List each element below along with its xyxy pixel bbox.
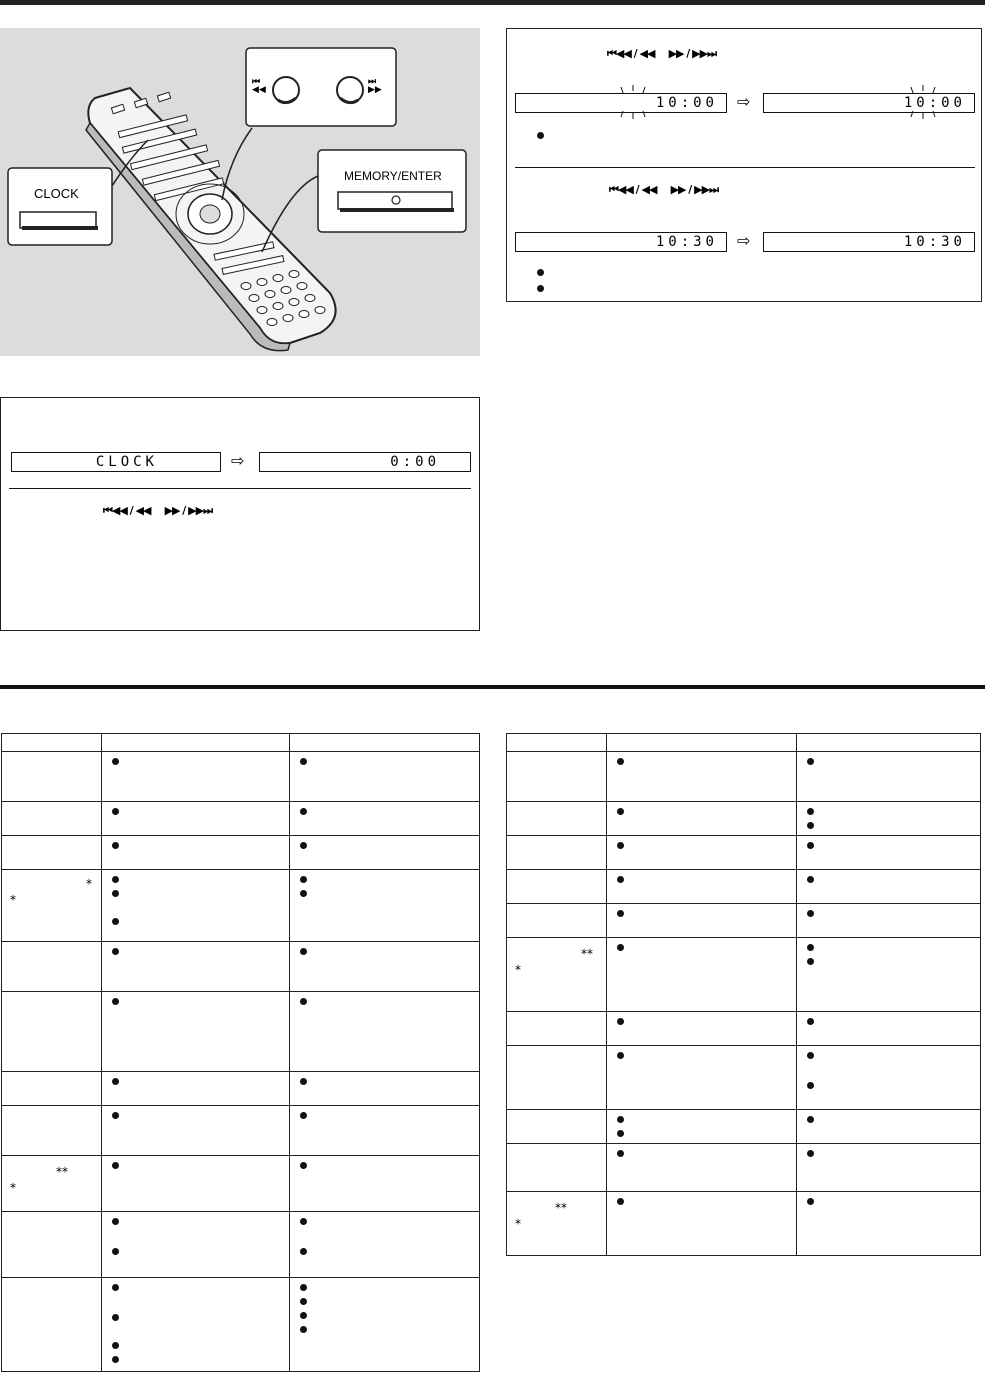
table-row [2, 802, 480, 836]
top-rule [0, 0, 985, 5]
table-row [507, 870, 981, 904]
bullet [537, 269, 544, 276]
table-row [2, 1072, 480, 1106]
lcd-hour-blink: 10:00 [515, 93, 727, 113]
table-row: ⁎⁎ ⁎ [507, 1192, 981, 1256]
table-row [2, 836, 480, 870]
table-header-row [2, 734, 480, 752]
table-row: ⁎ ⁎ [2, 870, 480, 942]
skip-back-icon: ⏮ ◀◀ [252, 76, 266, 94]
table-row: ⁎⁎ ⁎ [2, 1156, 480, 1212]
troubleshooting-table-right [506, 733, 981, 1256]
skip-buttons-icon: ⏮◀◀ / ◀◀ ▶▶ / ▶▶⏭ [103, 504, 212, 517]
table-row [2, 1106, 480, 1156]
table-header-row [507, 734, 981, 752]
skip-forward-icon: ⏭ ▶▶ [368, 76, 382, 94]
memory-enter-button-label: MEMORY/ENTER [344, 169, 442, 183]
remote-illustration-panel [0, 28, 480, 356]
bullet [537, 132, 544, 139]
blink-indicator-icon [905, 85, 945, 119]
divider [9, 488, 471, 489]
blink-indicator-icon [615, 85, 655, 119]
table-row [2, 1212, 480, 1278]
clock-button-label: CLOCK [34, 186, 79, 201]
lcd-time-confirmed: 10:30 [763, 232, 975, 252]
bullet [537, 285, 544, 292]
table-row [507, 836, 981, 870]
table-row: ⁎⁎ ⁎ [507, 938, 981, 1012]
arrow-icon: ⇨ [231, 451, 245, 470]
arrow-icon: ⇨ [737, 231, 751, 250]
section-rule [0, 685, 985, 689]
skip-buttons-icon: ⏮◀◀ / ◀◀ ▶▶ / ▶▶⏭ [609, 183, 718, 196]
table-row [507, 1144, 981, 1192]
skip-buttons-icon: ⏮◀◀ / ◀◀ ▶▶ / ▶▶⏭ [607, 47, 716, 60]
table-row [507, 802, 981, 836]
clock-setting-box [0, 397, 480, 631]
lcd-clock: CLOCK [11, 452, 221, 472]
table-row [2, 942, 480, 992]
table-row [507, 904, 981, 938]
table-row [507, 1046, 981, 1110]
lcd-minute-blink: 10:00 [763, 93, 975, 113]
table-row [2, 992, 480, 1072]
divider [515, 167, 975, 168]
table-row [2, 1278, 480, 1372]
time-setting-box [506, 28, 982, 302]
lcd-time-initial: 0:00 [259, 452, 471, 472]
table-row [507, 1110, 981, 1144]
table-row [2, 752, 480, 802]
table-row [507, 1012, 981, 1046]
troubleshooting-table-left [1, 733, 480, 1372]
arrow-icon: ⇨ [737, 92, 751, 111]
table-row [507, 752, 981, 802]
lcd-minute-set: 10:30 [515, 232, 727, 252]
